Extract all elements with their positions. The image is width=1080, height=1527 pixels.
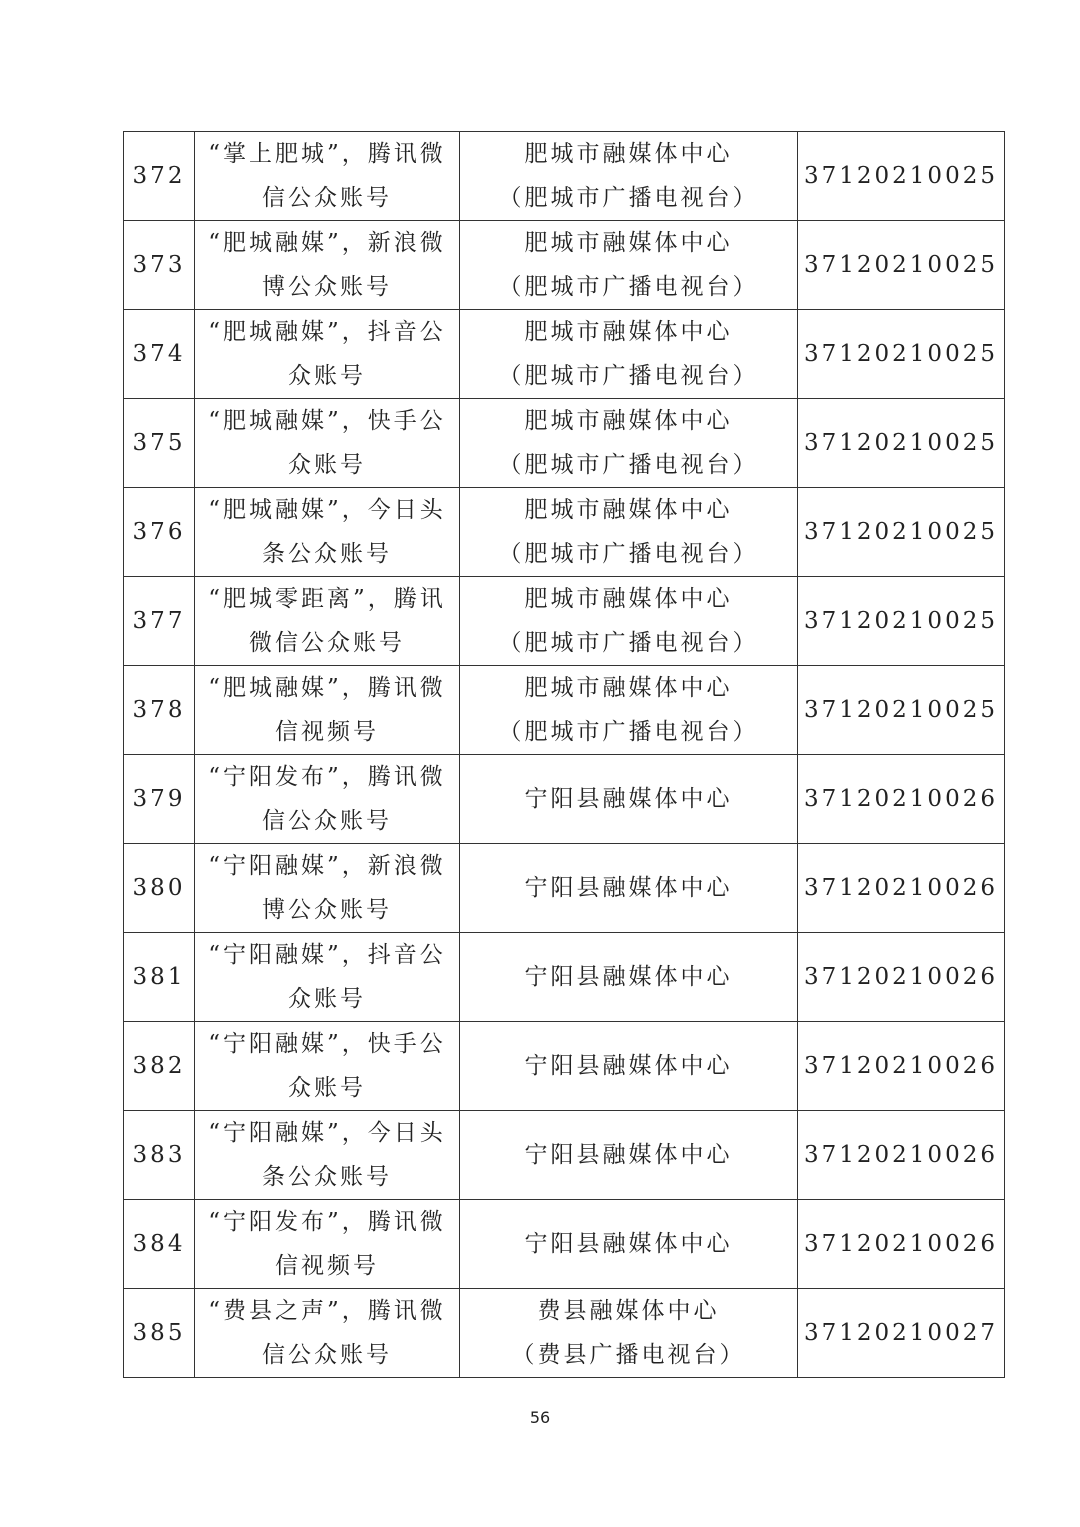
table-row (124, 1200, 1005, 1289)
organization-cell (460, 488, 798, 577)
organization-cell (460, 310, 798, 399)
organization-line: （肥城市广播电视台） (498, 185, 759, 211)
organization-line: （肥城市广播电视台） (498, 630, 759, 656)
organization-line: 宁阳县融媒体中心 (524, 1142, 733, 1168)
account-name-cell (195, 488, 460, 577)
row-number-cell: 373 (124, 221, 195, 310)
organization-cell (460, 755, 798, 844)
table-row (124, 1289, 1005, 1378)
account-name-cell (195, 755, 460, 844)
account-name-cell (195, 1289, 460, 1378)
license-code-cell: 37120210026 (798, 1111, 1005, 1200)
account-name-line: 众账号 (288, 363, 366, 389)
account-name-cell (195, 577, 460, 666)
organization-line: 宁阳县融媒体中心 (524, 1053, 733, 1079)
organization-line: （肥城市广播电视台） (498, 363, 759, 389)
account-name-line: 博公众账号 (262, 274, 392, 300)
account-name-line: “肥城融媒”，腾讯微 (208, 675, 446, 701)
table-row (124, 399, 1005, 488)
license-code-cell: 37120210025 (798, 666, 1005, 755)
row-number-cell: 382 (124, 1022, 195, 1111)
license-code-cell: 37120210026 (798, 844, 1005, 933)
row-number-cell: 376 (124, 488, 195, 577)
table-row (124, 132, 1005, 221)
organization-line: 宁阳县融媒体中心 (524, 786, 733, 812)
license-code-cell: 37120210026 (798, 1200, 1005, 1289)
row-number-cell: 380 (124, 844, 195, 933)
account-name-cell (195, 399, 460, 488)
organization-line: 宁阳县融媒体中心 (524, 1231, 733, 1257)
organization-cell (460, 933, 798, 1022)
organization-cell (460, 1022, 798, 1111)
row-number-cell: 374 (124, 310, 195, 399)
table-row (124, 933, 1005, 1022)
account-name-line: 条公众账号 (262, 1164, 392, 1190)
account-name-line: 信公众账号 (262, 1342, 392, 1368)
organization-line: 肥城市融媒体中心 (524, 319, 733, 345)
account-name-line: “肥城融媒”，抖音公 (208, 319, 446, 345)
organization-cell (460, 221, 798, 310)
account-name-line: “肥城零距离”，腾讯 (208, 586, 446, 612)
organization-line: 宁阳县融媒体中心 (524, 964, 733, 990)
table-row (124, 844, 1005, 933)
organization-line: 肥城市融媒体中心 (524, 141, 733, 167)
row-number-cell: 384 (124, 1200, 195, 1289)
table-row (124, 1111, 1005, 1200)
organization-line: 宁阳县融媒体中心 (524, 875, 733, 901)
organization-line: 肥城市融媒体中心 (524, 586, 733, 612)
row-number-cell: 385 (124, 1289, 195, 1378)
account-name-line: 信视频号 (275, 719, 379, 745)
table-row (124, 755, 1005, 844)
account-name-line: 众账号 (288, 452, 366, 478)
organization-line: （肥城市广播电视台） (498, 719, 759, 745)
account-name-line: 信公众账号 (262, 808, 392, 834)
account-name-cell (195, 1200, 460, 1289)
organization-cell (460, 399, 798, 488)
row-number-cell: 379 (124, 755, 195, 844)
organization-cell (460, 1200, 798, 1289)
account-name-line: 微信公众账号 (249, 630, 405, 656)
page-number: 56 (529, 1408, 551, 1427)
license-code-cell: 37120210025 (798, 221, 1005, 310)
account-list-table (123, 131, 1005, 1378)
organization-line: 肥城市融媒体中心 (524, 230, 733, 256)
account-name-line: “宁阳发布”，腾讯微 (208, 764, 446, 790)
license-code-cell: 37120210025 (798, 399, 1005, 488)
table-row (124, 488, 1005, 577)
account-name-line: “掌上肥城”，腾讯微 (208, 141, 446, 167)
account-name-line: “肥城融媒”，新浪微 (208, 230, 446, 256)
table-row (124, 221, 1005, 310)
account-name-line: “宁阳融媒”，抖音公 (208, 942, 446, 968)
license-code-cell: 37120210026 (798, 933, 1005, 1022)
table-row (124, 310, 1005, 399)
account-name-cell (195, 844, 460, 933)
license-code-cell: 37120210025 (798, 577, 1005, 666)
license-code-cell: 37120210025 (798, 132, 1005, 221)
organization-line: （肥城市广播电视台） (498, 452, 759, 478)
license-code-cell: 37120210027 (798, 1289, 1005, 1378)
row-number-cell: 375 (124, 399, 195, 488)
organization-cell (460, 666, 798, 755)
account-name-cell (195, 666, 460, 755)
account-name-line: “费县之声”，腾讯微 (208, 1298, 446, 1324)
license-code-cell: 37120210026 (798, 1022, 1005, 1111)
organization-line: 肥城市融媒体中心 (524, 675, 733, 701)
account-name-cell (195, 1111, 460, 1200)
table-body (124, 132, 1005, 1378)
account-name-line: “肥城融媒”，快手公 (208, 408, 446, 434)
account-name-line: “宁阳融媒”，快手公 (208, 1031, 446, 1057)
row-number-cell: 383 (124, 1111, 195, 1200)
organization-line: （肥城市广播电视台） (498, 274, 759, 300)
table-row (124, 577, 1005, 666)
row-number-cell: 377 (124, 577, 195, 666)
row-number-cell: 372 (124, 132, 195, 221)
license-code-cell: 37120210025 (798, 310, 1005, 399)
account-name-cell (195, 310, 460, 399)
organization-cell (460, 1111, 798, 1200)
organization-line: 肥城市融媒体中心 (524, 408, 733, 434)
account-name-line: “宁阳融媒”，新浪微 (208, 853, 446, 879)
row-number-cell: 381 (124, 933, 195, 1022)
account-name-cell (195, 132, 460, 221)
table-row (124, 666, 1005, 755)
account-name-line: 众账号 (288, 1075, 366, 1101)
account-name-line: 信公众账号 (262, 185, 392, 211)
account-name-line: “宁阳发布”，腾讯微 (208, 1209, 446, 1235)
organization-cell (460, 844, 798, 933)
organization-line: （费县广播电视台） (511, 1342, 746, 1368)
organization-line: 肥城市融媒体中心 (524, 497, 733, 523)
account-name-cell (195, 1022, 460, 1111)
account-name-line: “肥城融媒”，今日头 (208, 497, 446, 523)
account-name-line: 信视频号 (275, 1253, 379, 1279)
account-name-line: 条公众账号 (262, 541, 392, 567)
organization-line: （肥城市广播电视台） (498, 541, 759, 567)
license-code-cell: 37120210025 (798, 488, 1005, 577)
account-name-cell (195, 221, 460, 310)
row-number-cell: 378 (124, 666, 195, 755)
account-name-cell (195, 933, 460, 1022)
organization-cell (460, 132, 798, 221)
license-code-cell: 37120210026 (798, 755, 1005, 844)
account-name-line: 博公众账号 (262, 897, 392, 923)
table-row (124, 1022, 1005, 1111)
organization-cell (460, 1289, 798, 1378)
organization-cell (460, 577, 798, 666)
account-name-line: 众账号 (288, 986, 366, 1012)
account-name-line: “宁阳融媒”，今日头 (208, 1120, 446, 1146)
organization-line: 费县融媒体中心 (537, 1298, 720, 1324)
